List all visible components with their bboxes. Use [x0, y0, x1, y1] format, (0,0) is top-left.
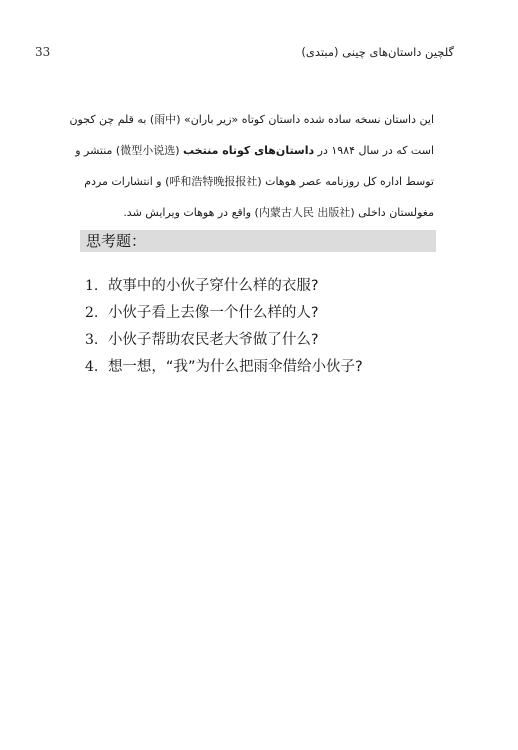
list-item: [85, 326, 445, 353]
question-text: 故事中的小伙子穿什么样的衣服?: [107, 278, 319, 294]
section-title: 思考题：: [86, 232, 147, 250]
intro-line-1: این داستان نسخه ساده شده داستان کوتاه «زیر باران» (雨中) به قلم چن کجون: [69, 113, 434, 126]
question-number: 4.: [85, 359, 99, 375]
question-number: 2.: [85, 305, 99, 321]
intro-line-3: توسط اداره کل روزنامه عصر هوهات (呼和浩特晚报报社) و انتشارات مردم: [84, 175, 434, 188]
running-title: گلچین داستان‌های چینی (مبتدی): [301, 45, 454, 59]
question-number: 3.: [85, 332, 99, 348]
page-header: [30, 42, 454, 62]
intro-line-4: مغولستان داخلی (内蒙古人民 出版社) واقع در هوهات ویرایش شد.: [123, 206, 434, 219]
question-number: 1.: [85, 278, 99, 294]
intro-line-2: است که در سال ۱۹۸۴ در داستان‌های کوتاه منتخب (微型小说选) منتشر و: [75, 144, 434, 157]
list-item: [85, 353, 445, 380]
bold-book-title: داستان‌های کوتاه منتخب: [183, 144, 315, 157]
list-item: [85, 272, 445, 299]
page-number: 33: [35, 45, 51, 59]
question-list: [85, 272, 445, 380]
question-text: 小伙子帮助农民老大爷做了什么?: [107, 332, 319, 348]
question-text: 小伙子看上去像一个什么样的人?: [107, 305, 319, 321]
question-text: 想一想，“我”为什么把雨伞借给小伙子?: [107, 359, 363, 375]
intro-paragraph: [69, 104, 434, 228]
section-heading-bar: [80, 230, 436, 252]
list-item: [85, 299, 445, 326]
